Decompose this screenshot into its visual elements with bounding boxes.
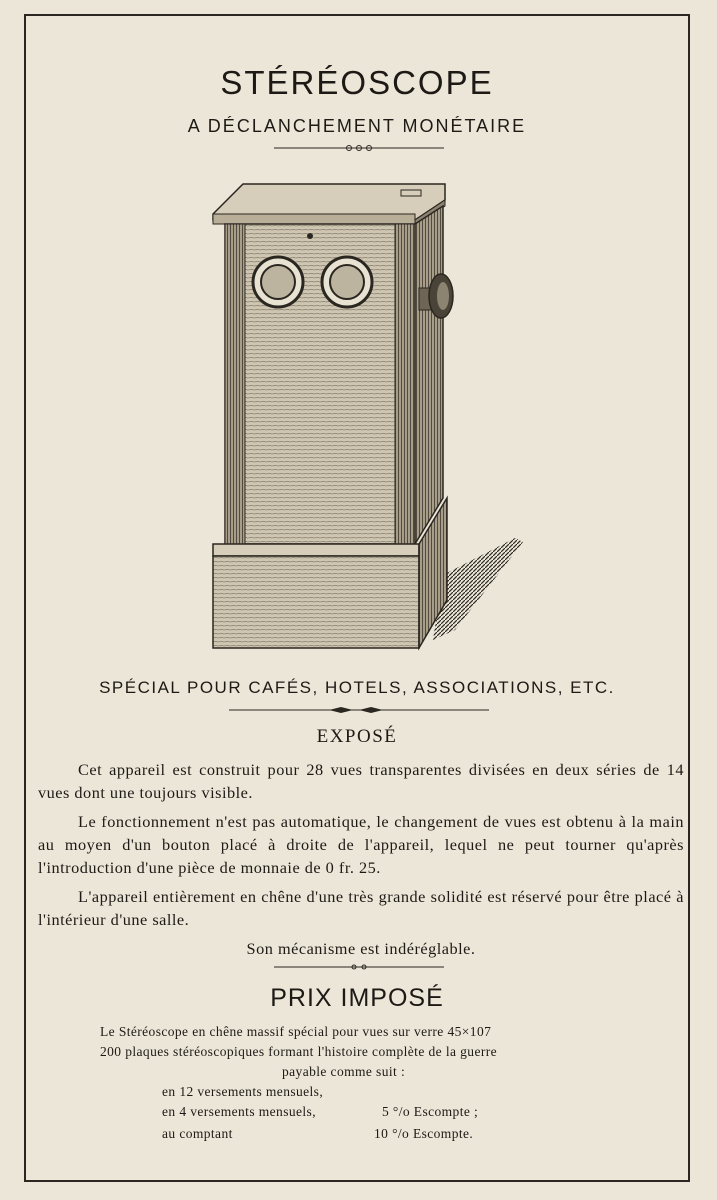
expose-paragraph-1: Cet appareil est construit pour 28 vues transparentes divisées en deux séries de 14 vues dont une toujours visible. <box>38 760 684 802</box>
prix-line-1: Le Stéréoscope en chêne massif spécial pour vues sur verre 45×107 <box>100 1024 492 1039</box>
page-subtitle: A DÉCLANCHEMENT MONÉTAIRE <box>187 116 527 136</box>
term-label-2: en 4 versements mensuels, <box>162 1104 316 1119</box>
ornament-divider <box>229 705 489 715</box>
expose-paragraph-3: L'appareil entièrement en chêne d'une très grande solidité est réservé pour être placé à l'intérieur d'une salle. <box>38 887 684 929</box>
term-discount-2: 5 °/o Escompte ; <box>382 1104 479 1119</box>
prix-line-3: payable comme suit : <box>282 1064 406 1079</box>
term-discount-3: 10 °/o Escompte. <box>374 1126 474 1141</box>
page-title: STÉRÉOSCOPE <box>220 64 494 101</box>
ornament-divider <box>274 962 444 972</box>
prix-line-2: 200 plaques stéréoscopiques formant l'histoire complète de la guerre <box>100 1044 498 1059</box>
ornament-divider <box>274 143 444 153</box>
term-label-3: au comptant <box>162 1126 233 1141</box>
expose-heading: EXPOSÉ <box>316 726 398 747</box>
expose-paragraph-2: Le fonctionnement n'est pas automatique, le changement de vues est obtenu à la main au moyen d'un bouton placé à droite de l'appareil, lequel ne peut tourner qu'après l'introduction d'une pièce de monnaie de 0 fr. 25. <box>38 812 684 877</box>
expose-closing: Son mécanisme est indéréglable. <box>246 939 476 958</box>
special-use-line: SPÉCIAL POUR CAFÉS, HOTELS, ASSOCIATIONS, ETC. <box>99 678 615 697</box>
stereoscope-illustration <box>205 180 525 655</box>
term-label-1: en 12 versements mensuels, <box>162 1084 324 1099</box>
prix-heading: PRIX IMPOSÉ <box>270 984 444 1012</box>
expose-body <box>38 758 684 966</box>
